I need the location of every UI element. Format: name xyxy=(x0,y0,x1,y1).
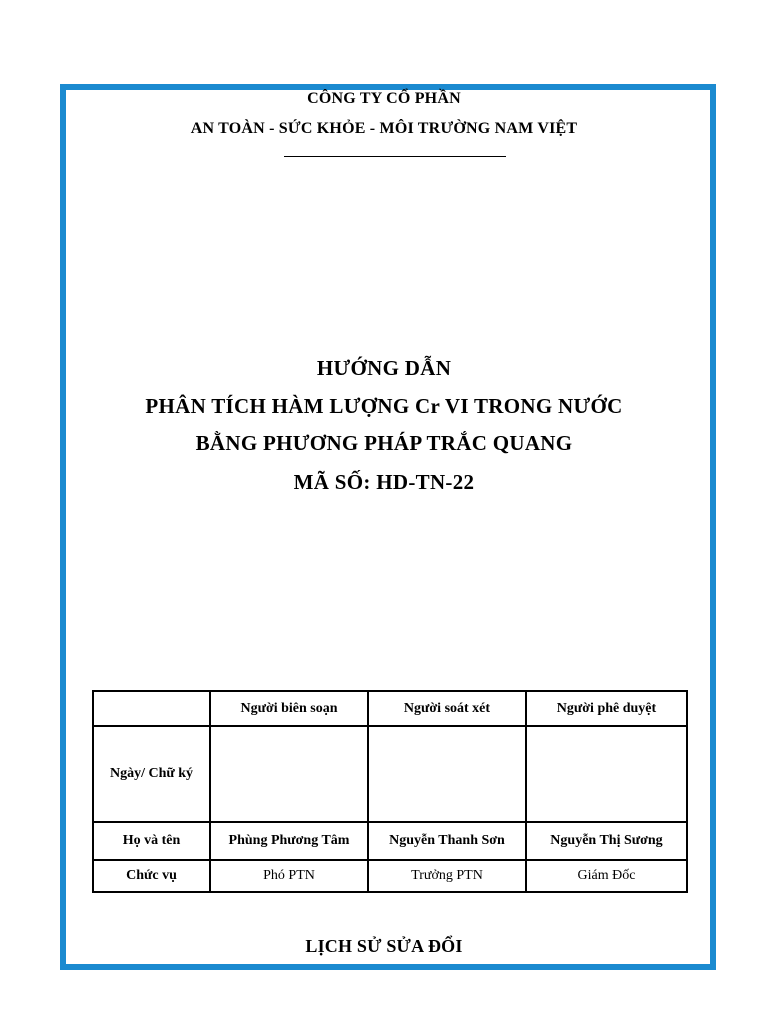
signature-cell xyxy=(526,726,687,822)
row-label: Ngày/ Chữ ký xyxy=(93,726,210,822)
signature-cell xyxy=(368,726,526,822)
table-cell: Phùng Phương Tâm xyxy=(210,822,368,860)
company-name-line2: AN TOÀN - SỨC KHỎE - MÔI TRƯỜNG NAM VIỆT xyxy=(190,120,578,137)
table-header-cell: Người biên soạn xyxy=(210,691,368,726)
table-cell: Trưởng PTN xyxy=(368,860,526,892)
signature-cell xyxy=(210,726,368,822)
company-name-line1: CÔNG TY CỔ PHẦN xyxy=(307,90,461,107)
table-row xyxy=(93,860,687,892)
revision-history-title: LỊCH SỬ SỬA ĐỔI xyxy=(305,936,463,956)
table-header-cell xyxy=(93,691,210,726)
table-cell: Phó PTN xyxy=(210,860,368,892)
table-header-row xyxy=(93,691,687,726)
table-cell: Giám Đốc xyxy=(526,860,687,892)
document-code: MÃ SỐ: HD-TN-22 xyxy=(293,470,475,494)
table-row xyxy=(93,726,687,822)
row-label: Họ và tên xyxy=(93,822,210,860)
document-title-line2: PHÂN TÍCH HÀM LƯỢNG Cr VI TRONG NƯỚC xyxy=(145,394,623,418)
table-cell: Nguyễn Thanh Sơn xyxy=(368,822,526,860)
row-label: Chức vụ xyxy=(93,860,210,892)
table-header-cell: Người phê duyệt xyxy=(526,691,687,726)
table-cell: Nguyễn Thị Sương xyxy=(526,822,687,860)
header-divider xyxy=(284,156,506,157)
document-title-line1: HƯỚNG DẪN xyxy=(316,356,452,380)
document-title-line3: BẰNG PHƯƠNG PHÁP TRẮC QUANG xyxy=(195,431,573,455)
table-row xyxy=(93,822,687,860)
approval-table xyxy=(92,690,688,893)
table-header-cell: Người soát xét xyxy=(368,691,526,726)
